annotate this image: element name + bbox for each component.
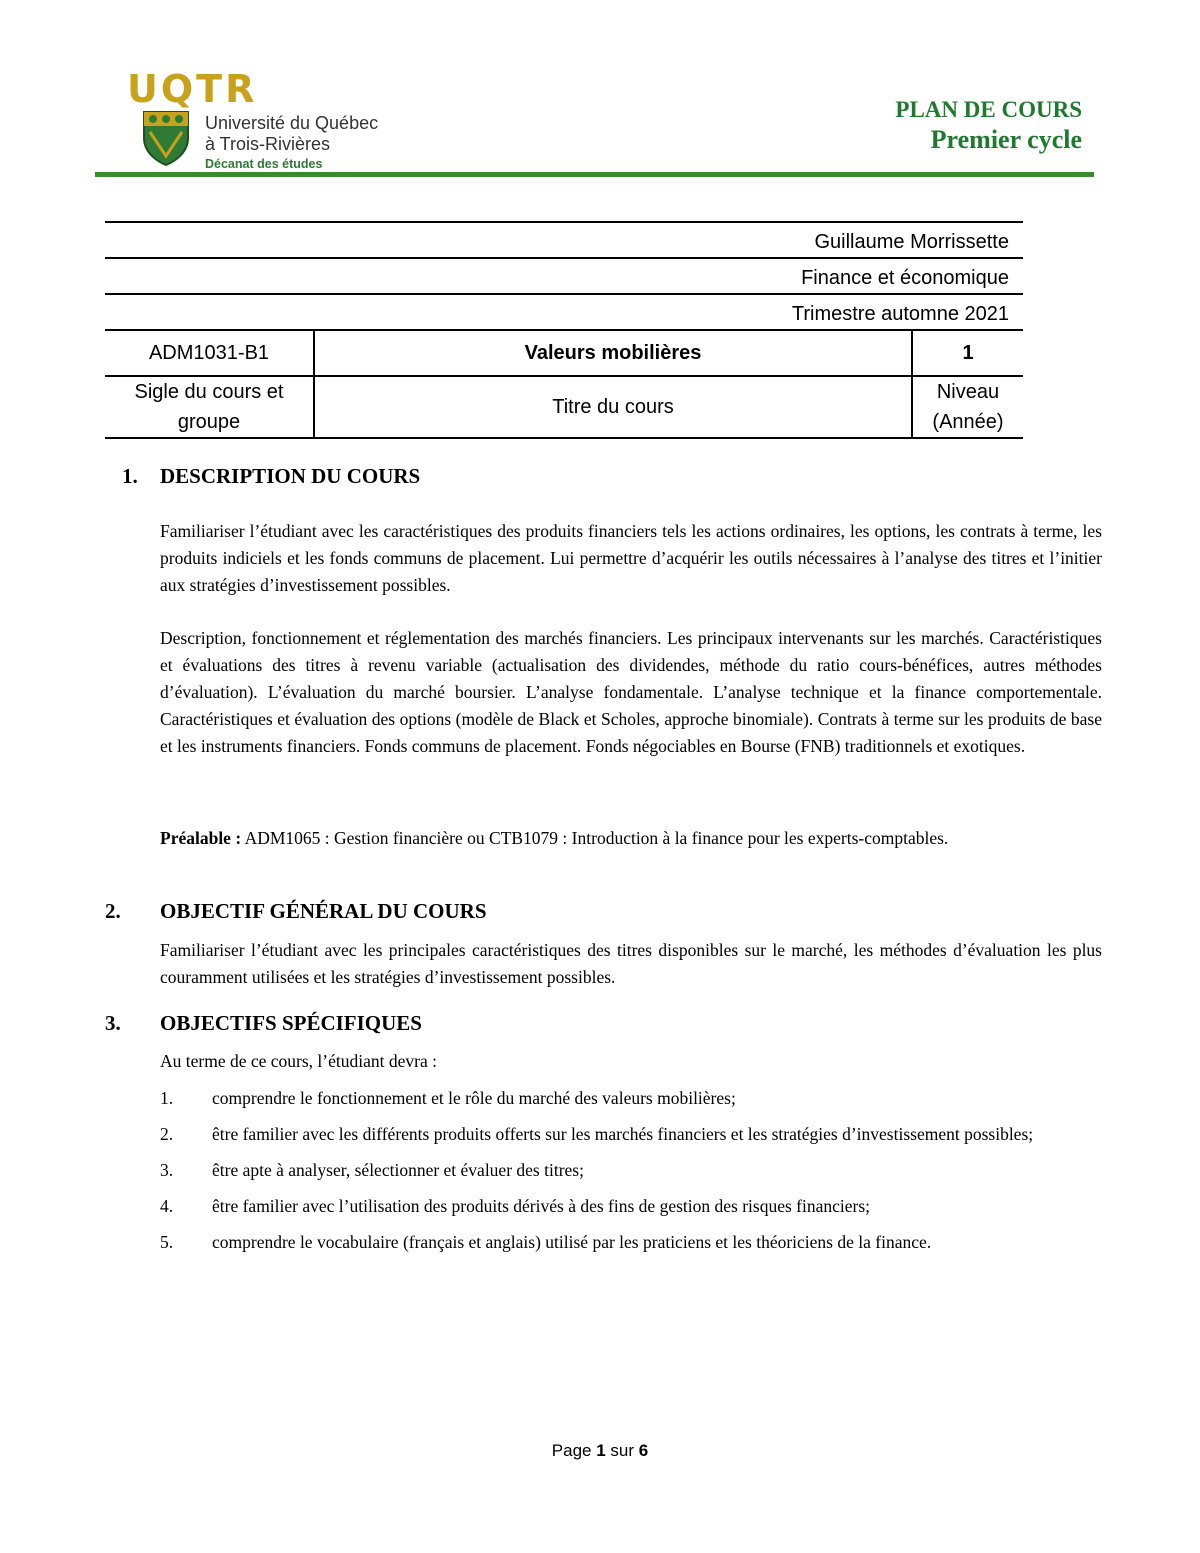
- list-item-number: 3.: [160, 1160, 174, 1180]
- label-level: [912, 376, 1023, 438]
- list-item-text: comprendre le vocabulaire (français et anglais) utilisé par les praticiens et les théoriciens de la finance.: [212, 1232, 932, 1252]
- prerequisite-label: Préalable :: [160, 828, 242, 848]
- list-item: [160, 1157, 1102, 1184]
- page-prefix: Page: [551, 1441, 597, 1460]
- list-item-text: comprendre le fonctionnement et le rôle du marché des valeurs mobilières;: [212, 1088, 736, 1108]
- list-item: [160, 1121, 1102, 1148]
- course-level: 1: [912, 330, 1023, 376]
- list-item-number: 1.: [160, 1088, 174, 1108]
- section-3-number: 3.: [105, 1011, 121, 1035]
- section-2-paragraph: Familiariser l’étudiant avec les principales caractéristiques des titres disponibles sur le marché, les méthodes d’évaluation les plus couramment utilisées et les stratégies d’investissement possibles.: [160, 940, 1102, 987]
- prerequisite-paragraph: [160, 825, 1102, 852]
- label-level-line-2: (Année): [932, 411, 1004, 433]
- professor-row: Guillaume Morrissette: [105, 221, 1023, 257]
- section-2-number: 2.: [105, 899, 121, 923]
- course-title: Valeurs mobilières: [314, 330, 912, 376]
- header-divider: [95, 172, 1094, 177]
- page-footer: [0, 1441, 1200, 1461]
- section-3-heading: [105, 1011, 422, 1036]
- list-item-text: être apte à analyser, sélectionner et évaluer des titres;: [212, 1160, 584, 1180]
- page-total: 6: [638, 1441, 649, 1460]
- objectives-list: [160, 1085, 1102, 1265]
- section-3-intro: Au terme de ce cours, l’étudiant devra :: [160, 1051, 437, 1071]
- prerequisite-text: ADM1065 : Gestion financière ou CTB1079 : Introduction à la finance pour les experts-comptables.: [241, 828, 949, 848]
- cycle-label: Premier cycle: [930, 125, 1082, 154]
- list-item-number: 5.: [160, 1232, 174, 1252]
- list-item-number: 2.: [160, 1124, 174, 1144]
- section-3-title: OBJECTIFS SPÉCIFIQUES: [160, 1011, 422, 1035]
- plan-title-block: [895, 96, 1082, 156]
- section-1-paragraph-2: Description, fonctionnement et réglementation des marchés financiers. Les principaux intervenants sur les marchés. Caractéristiques et évaluations des titres à revenu variable (actualisation des dividendes, méthode du ratio cours-bénéfices, autres méthodes d’évaluation). L’évaluation du marché boursier. L’analyse fondamentale. L’analyse technique et la finance comportementale. Caractéristiques et évaluation des options (modèle de Black et Scholes, approche binomiale). Contrats à terme sur les produits de base et les instruments financiers. Fonds communs de placement. Fonds négociables en Bourse (FNB) traditionnels et exotiques.: [160, 628, 1102, 756]
- decanat-label: Décanat des études: [205, 157, 323, 171]
- label-course-code-line-2: groupe: [177, 411, 241, 433]
- label-course-code-line-1: Sigle du cours et: [134, 381, 284, 403]
- plan-title: PLAN DE COURS: [895, 97, 1082, 122]
- uqtr-shield-icon: [142, 110, 190, 166]
- label-course-code: [105, 376, 314, 438]
- section-2-title: OBJECTIF GÉNÉRAL DU COURS: [160, 899, 487, 923]
- list-item: [160, 1193, 1102, 1220]
- list-item-text: être familier avec les différents produits offerts sur les marchés financiers et les stratégies d’investissement possibles;: [212, 1124, 1034, 1144]
- list-item: [160, 1229, 1102, 1256]
- label-course-title: Titre du cours: [552, 396, 674, 418]
- section-1-number: 1.: [122, 464, 138, 488]
- label-level-line-1: Niveau: [936, 381, 1000, 403]
- list-item-text: être familier avec l’utilisation des produits dérivés à des fins de gestion des risques financiers;: [212, 1196, 871, 1216]
- course-code: ADM1031-B1: [105, 330, 314, 376]
- list-item: [160, 1085, 1102, 1112]
- course-info-table: [105, 221, 1023, 439]
- section-1-title: DESCRIPTION DU COURS: [160, 464, 421, 488]
- university-line-2: à Trois-Rivières: [205, 134, 331, 154]
- page-mid: sur: [605, 1441, 639, 1460]
- department-row: Finance et économique: [105, 257, 1023, 293]
- list-item-number: 4.: [160, 1196, 174, 1216]
- course-identification-table: [105, 329, 1023, 439]
- section-2-heading: [105, 899, 487, 924]
- university-name: [205, 113, 378, 173]
- section-1-paragraph-1: Familiariser l’étudiant avec les caractéristiques des produits financiers tels les actions ordinaires, les options, les contrats à terme, les produits indiciels et les fonds communs de placement. Lui permettre d’acquérir les outils nécessaires à l’analyse des titres et l’initier aux stratégies d’investissement possibles.: [160, 521, 1102, 595]
- uqtr-logo-wordmark: UQTR: [127, 67, 258, 111]
- term-row: Trimestre automne 2021: [105, 293, 1023, 329]
- page-current: 1: [596, 1441, 606, 1460]
- section-1-heading: [122, 464, 420, 489]
- university-line-1: Université du Québec: [205, 113, 379, 133]
